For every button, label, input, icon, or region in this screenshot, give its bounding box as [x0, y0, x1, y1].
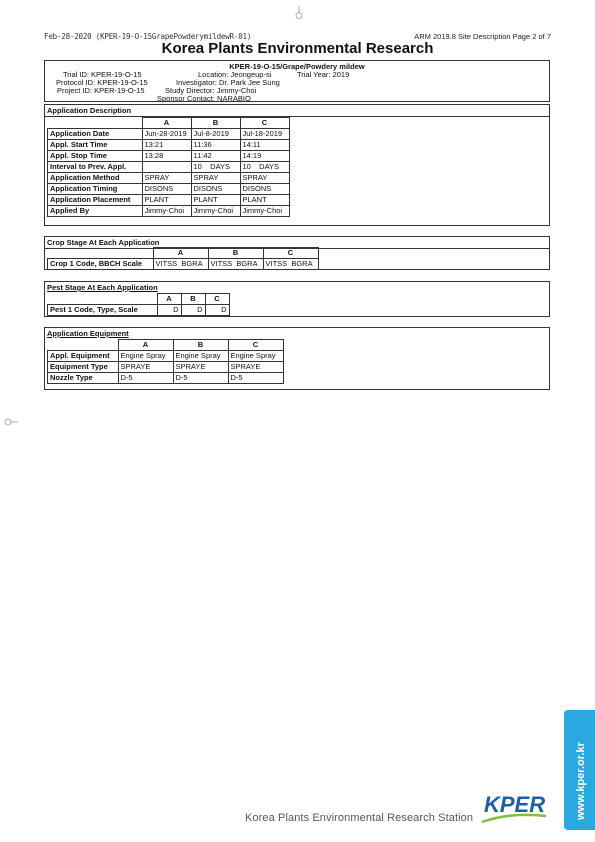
- section-title: Application Description: [45, 105, 549, 117]
- trial-id: Trial ID: KPER-19-O-15: [63, 70, 142, 79]
- footer-station-name: Korea Plants Environmental Research Station: [245, 812, 474, 824]
- trial-year: Trial Year: 2019: [297, 70, 350, 79]
- website-tab: [564, 710, 595, 830]
- column-header: B: [173, 340, 228, 351]
- investigator: Investigator: Dr. Park Jee Sung: [176, 78, 280, 87]
- column-header: A: [157, 294, 181, 305]
- table-row: Appl. Start Time 13:21 11:36 14:11: [48, 140, 290, 151]
- column-header: C: [228, 340, 283, 351]
- pest-stage-section: [44, 281, 550, 317]
- column-header: A: [153, 248, 208, 259]
- column-header: A: [142, 118, 191, 129]
- column-header: B: [181, 294, 205, 305]
- table-row: Application Date Jun-28-2019 Jul-8-2019 Jul-18-2019: [48, 129, 290, 140]
- location: Location: Jeongeup-si: [198, 70, 272, 79]
- column-header: B: [208, 248, 263, 259]
- trial-title: KPER-19-O-15/Grape/Powdery mildew: [229, 62, 365, 71]
- crop-stage-section: [44, 236, 550, 270]
- table-row: Application Method SPRAY SPRAY SPRAY: [48, 173, 290, 184]
- column-header: B: [191, 118, 240, 129]
- project-id: Project ID: KPER-19-O-15: [57, 86, 145, 95]
- table-row: Crop 1 Code, BBCH Scale VITSS BGRA VITSS BGRA VITSS BGRA: [48, 259, 319, 270]
- table-row: Nozzle Type D-5 D-5 D-5: [48, 373, 284, 384]
- logo-text: KPER: [484, 792, 546, 817]
- document-header-left: Feb-28-2020 (KPER-19-O-15GrapePowderymildewR-01): [44, 32, 252, 41]
- trial-info-box: [44, 60, 550, 102]
- column-header: C: [240, 118, 289, 129]
- pest-stage-table: [47, 293, 230, 316]
- column-header: C: [263, 248, 318, 259]
- table-row: Application Placement PLANT PLANT PLANT: [48, 195, 290, 206]
- section-title: Crop Stage At Each Application: [45, 237, 549, 249]
- sponsor-contact: Sponsor Contact: NARABIO: [157, 94, 251, 103]
- punch-hole-icon: [295, 6, 303, 20]
- kper-logo: [480, 786, 550, 826]
- application-equipment-section: [44, 327, 550, 390]
- study-director: Study Director: Jimmy-Choi: [165, 86, 257, 95]
- page-title: Korea Plants Environmental Research: [161, 40, 434, 57]
- table-row: Applied By Jimmy-Choi Jimmy-Choi Jimmy-Choi: [48, 206, 290, 217]
- punch-hole-icon: [4, 418, 18, 426]
- column-header: C: [205, 294, 229, 305]
- table-row: Application Timing DISONS DISONS DISONS: [48, 184, 290, 195]
- table-row: Equipment Type SPRAYE SPRAYE SPRAYE: [48, 362, 284, 373]
- application-description-table: [47, 117, 290, 217]
- application-description-section: [44, 104, 550, 226]
- table-row: Interval to Prev. Appl. 10 DAYS 10 DAYS: [48, 162, 290, 173]
- document-header-right: ARM 2019.8 Site Description Page 2 of 7: [414, 32, 551, 41]
- protocol-id: Protocol ID: KPER-19-O-15: [56, 78, 148, 87]
- section-title: Application Equipment: [47, 329, 129, 338]
- column-header: A: [118, 340, 173, 351]
- website-link[interactable]: www.kper.or.kr: [575, 742, 587, 820]
- crop-stage-table: [47, 247, 319, 270]
- equipment-table: [47, 339, 284, 384]
- table-row: Appl. Equipment Engine Spray Engine Spray Engine Spray: [48, 351, 284, 362]
- section-title: Pest Stage At Each Application: [47, 283, 158, 292]
- table-row: Appl. Stop Time 13:28 11:42 14:19: [48, 151, 290, 162]
- table-row: Pest 1 Code, Type, Scale D D D: [48, 305, 230, 316]
